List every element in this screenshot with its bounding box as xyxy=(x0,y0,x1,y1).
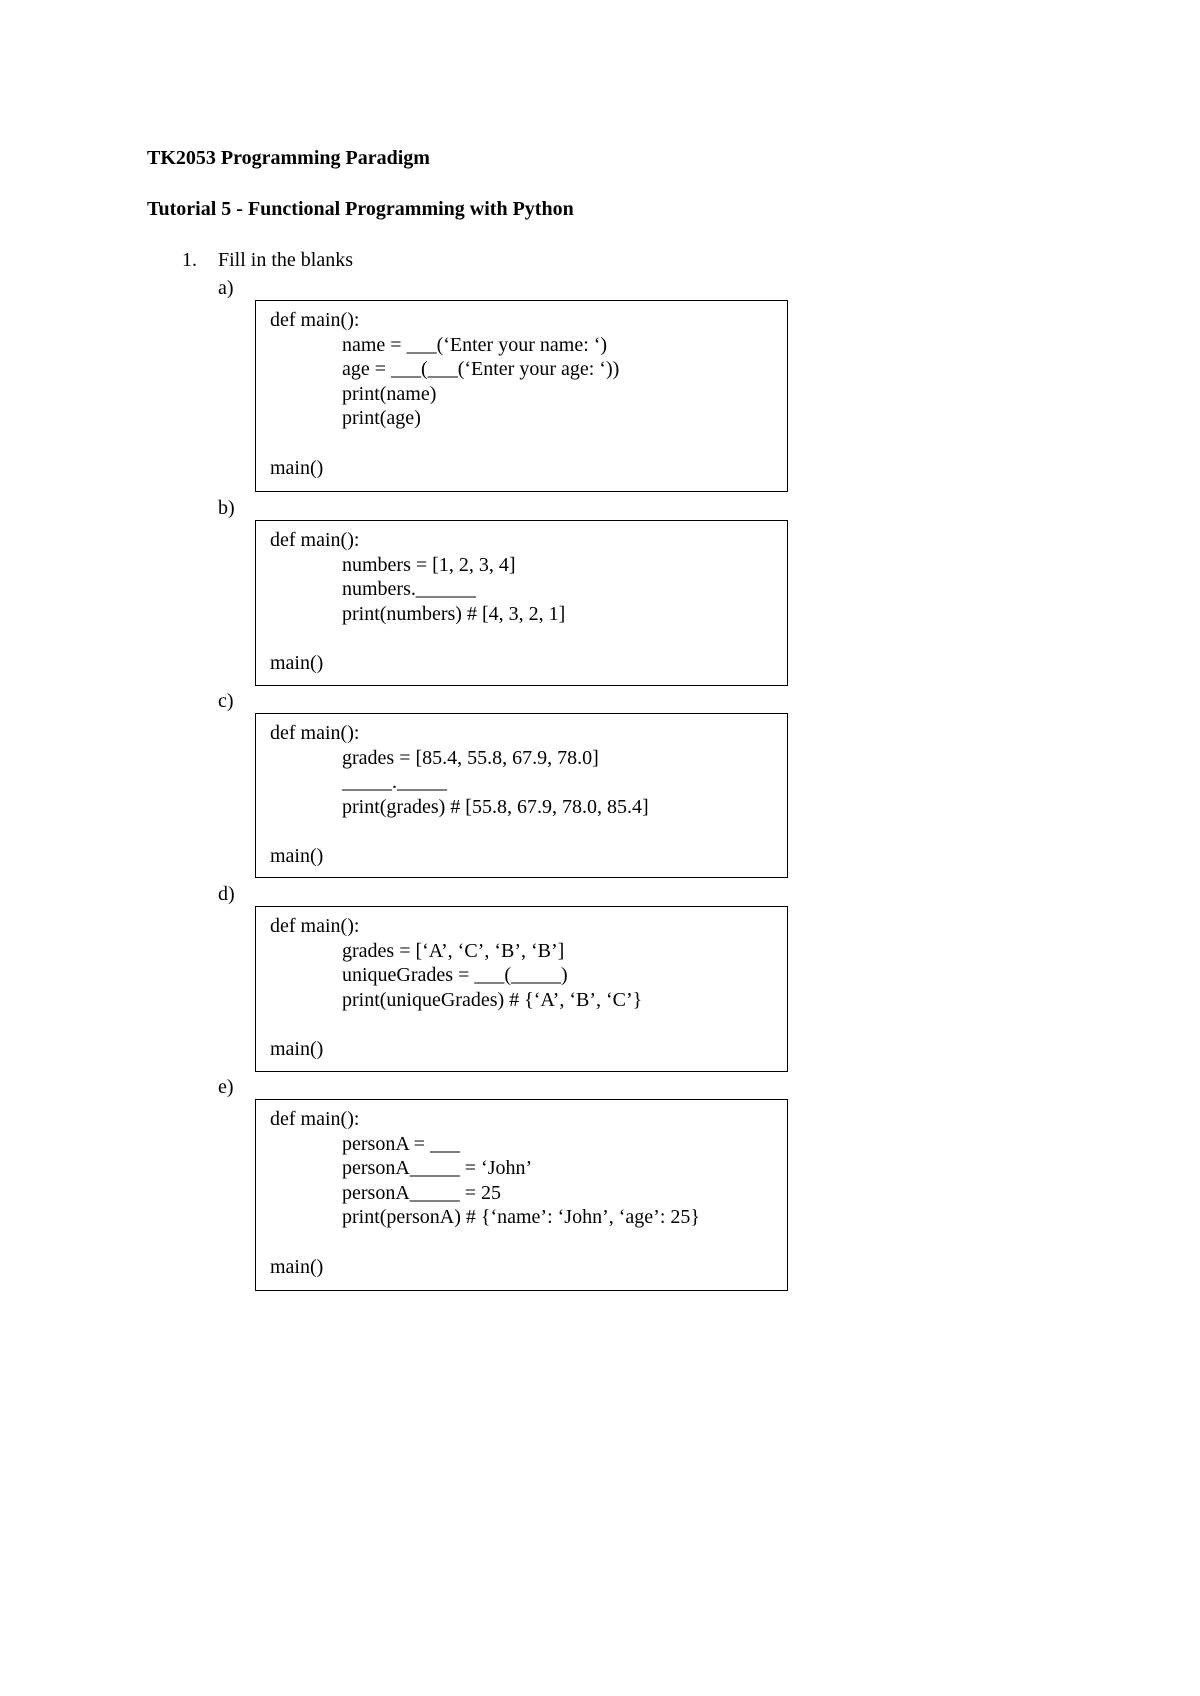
code-line: def main(): xyxy=(270,529,360,551)
tutorial-title: Tutorial 5 - Functional Programming with Python xyxy=(147,198,574,220)
code-line: _____._____ xyxy=(342,771,447,794)
code-line: numbers = [1, 2, 3, 4] xyxy=(342,553,516,576)
code-line: grades = [‘A’, ‘C’, ‘B’, ‘B’] xyxy=(342,939,565,962)
code-line: uniqueGrades = ___(_____) xyxy=(342,964,568,987)
code-box-e xyxy=(255,1099,788,1291)
code-line: main() xyxy=(270,1255,324,1278)
blank-line xyxy=(270,1230,787,1255)
code-line: personA_____ = ‘John’ xyxy=(342,1157,533,1180)
code-line: numbers.______ xyxy=(342,578,476,601)
code-line: main() xyxy=(270,1037,324,1060)
code-line: name = ___(‘Enter your name: ‘) xyxy=(342,333,608,356)
code-box-d xyxy=(255,906,788,1072)
code-box-b xyxy=(255,520,788,686)
part-c-label: c) xyxy=(218,690,234,712)
part-b-label: b) xyxy=(218,497,235,519)
code-line: main() xyxy=(270,844,324,867)
code-line: def main(): xyxy=(270,309,360,331)
code-line: personA = ___ xyxy=(342,1132,460,1155)
code-line: print(grades) # [55.8, 67.9, 78.0, 85.4] xyxy=(342,795,649,818)
part-a-label: a) xyxy=(218,277,234,299)
code-line: def main(): xyxy=(270,915,360,937)
code-line: main() xyxy=(270,651,324,674)
code-line: age = ___(___(‘Enter your age: ‘)) xyxy=(342,358,620,381)
blank-line xyxy=(270,1012,787,1037)
part-d-label: d) xyxy=(218,883,235,905)
blank-line xyxy=(270,626,787,651)
question-number: 1. xyxy=(182,249,197,271)
code-line: grades = [85.4, 55.8, 67.9, 78.0] xyxy=(342,746,599,769)
code-line: print(numbers) # [4, 3, 2, 1] xyxy=(342,602,566,625)
code-line: def main(): xyxy=(270,722,360,744)
code-line: print(name) xyxy=(342,382,437,405)
question-text: Fill in the blanks xyxy=(218,249,353,271)
part-e-label: e) xyxy=(218,1076,234,1098)
code-line: personA_____ = 25 xyxy=(342,1181,502,1204)
code-box-a xyxy=(255,300,788,492)
code-line: main() xyxy=(270,456,324,479)
code-line: print(uniqueGrades) # {‘A’, ‘B’, ‘C’} xyxy=(342,988,643,1011)
blank-line xyxy=(270,431,787,456)
blank-line xyxy=(270,819,787,844)
code-line: print(personA) # {‘name’: ‘John’, ‘age’: 25} xyxy=(342,1206,700,1229)
code-box-c xyxy=(255,713,788,878)
code-line: def main(): xyxy=(270,1108,360,1130)
code-line: print(age) xyxy=(342,407,421,430)
course-title: TK2053 Programming Paradigm xyxy=(147,147,430,169)
